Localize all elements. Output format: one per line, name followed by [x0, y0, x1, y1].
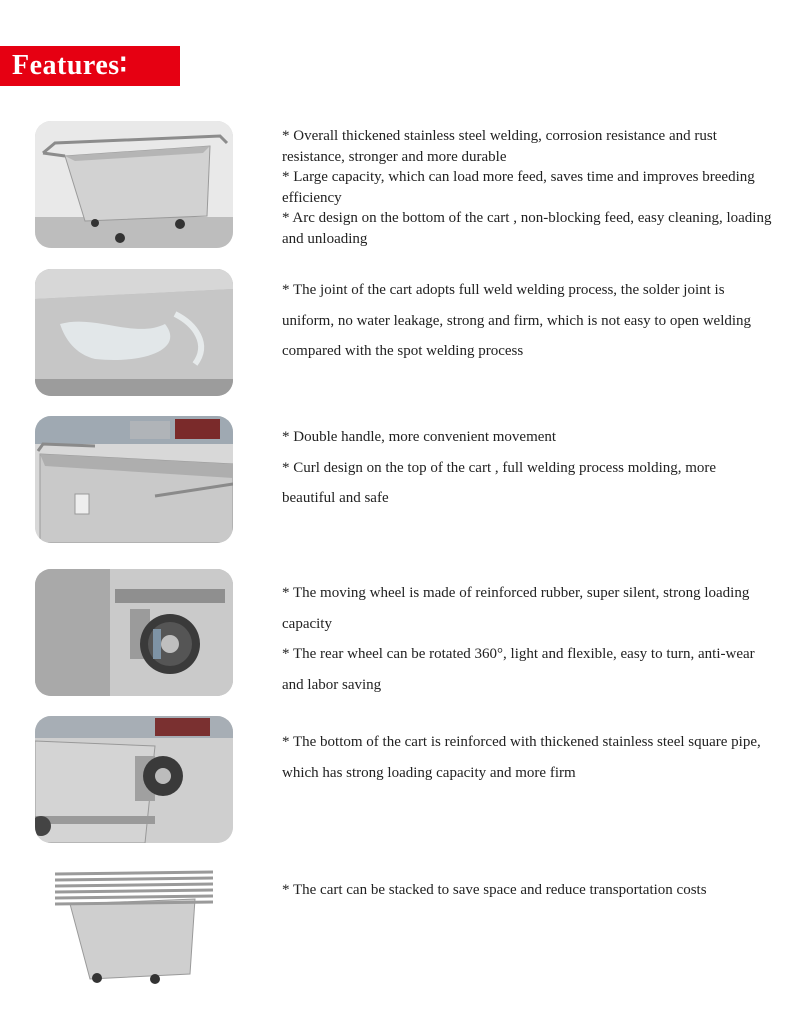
feature-1-line-1: * Overall thickened stainless steel welding, corrosion resistance and rust resistance, stronger and more durable [282, 128, 717, 165]
feature-text-5 [282, 727, 772, 788]
feature-text-3 [282, 422, 772, 514]
cart-overview-photo [35, 121, 233, 248]
square-pipe-bottom-photo [35, 716, 233, 843]
feature-1-line-2: * Large capacity, which can load more feed, saves time and improves breeding efficiency [282, 169, 755, 206]
features-banner [0, 46, 180, 86]
feature-text-6 [282, 875, 772, 906]
feature-5-line-1: * The bottom of the cart is reinforced with thickened stainless steel square pipe, which has strong loading capacity and more firm [282, 734, 761, 781]
feature-4-line-1: * The moving wheel is made of reinforced rubber, super silent, strong loading capacity [282, 585, 750, 632]
feature-text-2 [282, 275, 772, 367]
double-handle-photo [35, 416, 233, 543]
feature-1-line-3: * Arc design on the bottom of the cart , non-blocking feed, easy cleaning, loading and unloading [282, 210, 772, 247]
feature-3-line-1: * Double handle, more convenient movement [282, 429, 557, 445]
feature-2-line-1: * The joint of the cart adopts full weld welding process, the solder joint is uniform, no water leakage, strong and firm, which is not easy to open welding compared with the spot welding process [282, 282, 752, 359]
feature-text-4 [282, 578, 772, 700]
feature-3-line-2: * Curl design on the top of the cart , full welding process molding, more beautiful and safe [282, 459, 717, 506]
stacked-carts-photo [35, 864, 233, 991]
features-title: Features∶ [12, 50, 128, 81]
rubber-wheel-photo [35, 569, 233, 696]
feature-6-line-1: * The cart can be stacked to save space and reduce transportation costs [282, 882, 707, 898]
feature-4-line-2: * The rear wheel can be rotated 360°, light and flexible, easy to turn, anti-wear and labor saving [282, 646, 755, 693]
weld-joint-photo [35, 269, 233, 396]
feature-text-1 [282, 126, 772, 249]
